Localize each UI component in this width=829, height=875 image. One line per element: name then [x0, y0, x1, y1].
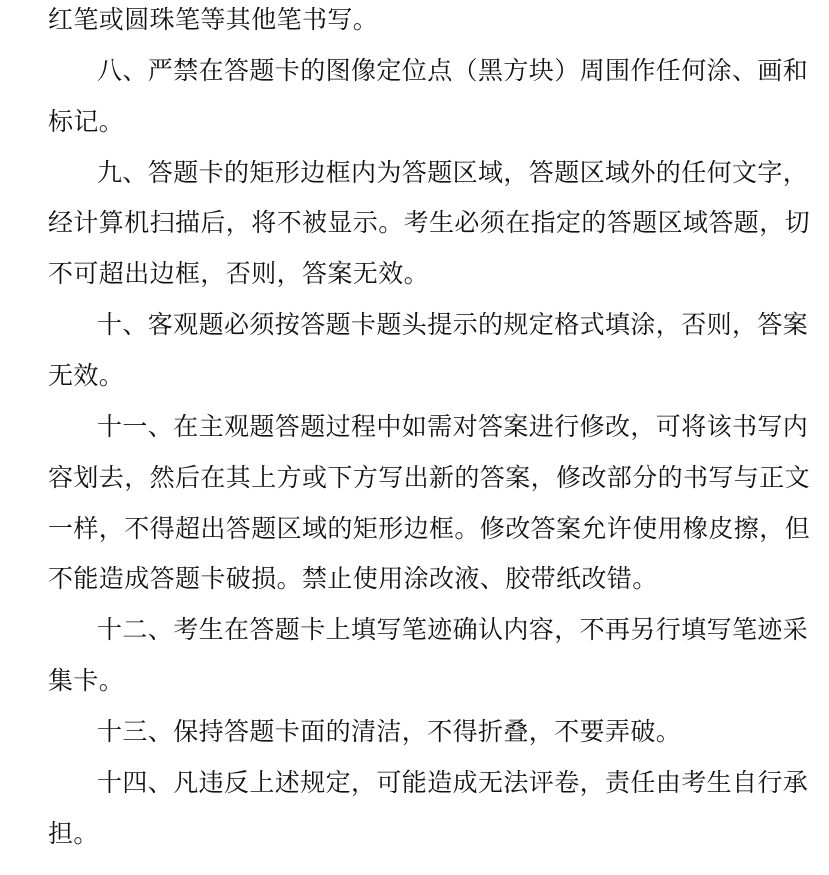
- rule-11-line: 容划去，然后在其上方或下方写出新的答案，修改部分的书写与正文: [48, 463, 811, 492]
- rule-8-line: 标记。: [48, 107, 125, 136]
- rule-12-line: 集卡。: [48, 666, 125, 695]
- rule-11-line: 一样，不得超出答题区域的矩形边框。修改答案允许使用橡皮擦，但: [48, 514, 811, 543]
- rule-12-line: 十二、考生在答题卡上填写笔迹确认内容，不再另行填写笔迹采: [97, 615, 809, 644]
- rule-10-line: 十、客观题必须按答题卡题头提示的规定格式填涂，否则，答案: [97, 310, 809, 339]
- paragraph-line: 红笔或圆珠笔等其他笔书写。: [48, 5, 379, 34]
- rule-14-line: 担。: [48, 819, 99, 848]
- rule-11-line: 不能造成答题卡破损。禁止使用涂改液、胶带纸改错。: [48, 564, 658, 593]
- rule-10-line: 无效。: [48, 361, 125, 390]
- rule-9-line: 经计算机扫描后，将不被显示。考生必须在指定的答题区域答题，切: [48, 208, 811, 237]
- rule-11-line: 十一、在主观题答题过程中如需对答案进行修改，可将该书写内: [97, 412, 809, 441]
- rule-13-line: 十三、保持答题卡面的清洁，不得折叠，不要弄破。: [97, 717, 682, 746]
- rule-8-line: 八、严禁在答题卡的图像定位点（黑方块）周围作任何涂、画和: [97, 56, 809, 85]
- rule-9-line: 九、答题卡的矩形边框内为答题区域，答题区域外的任何文字，: [97, 158, 809, 187]
- rule-9-line: 不可超出边框，否则，答案无效。: [48, 259, 430, 288]
- rule-14-line: 十四、凡违反上述规定，可能造成无法评卷，责任由考生自行承: [97, 768, 809, 797]
